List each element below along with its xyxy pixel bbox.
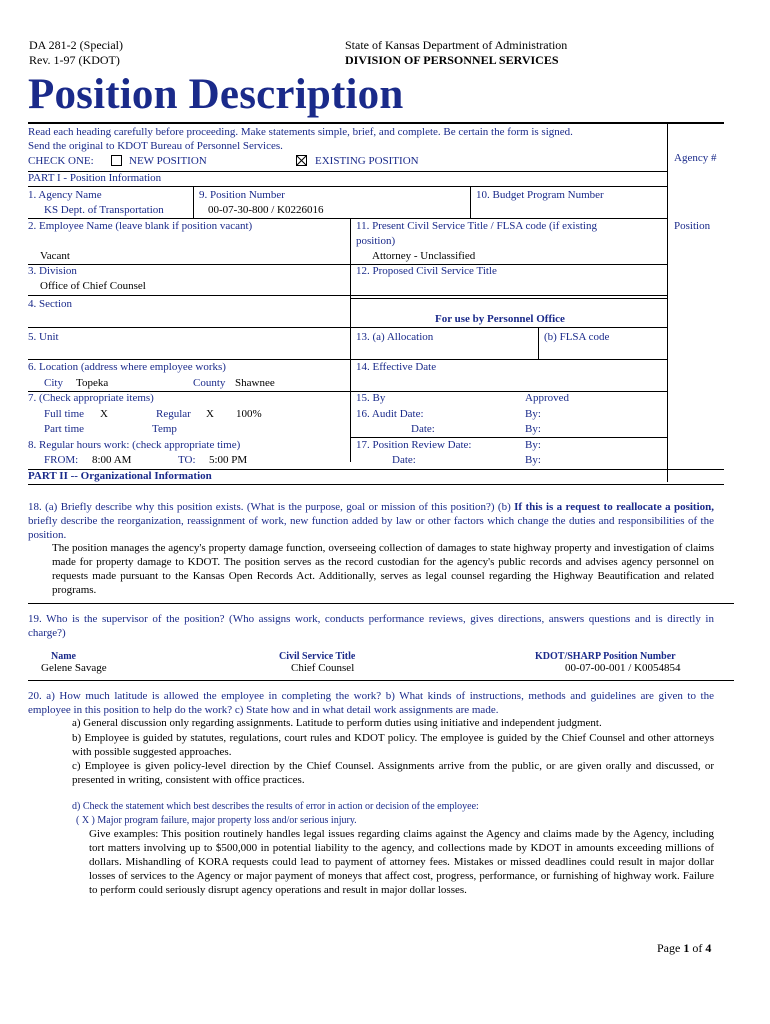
form-id: DA 281-2 (Special) — [29, 38, 123, 52]
answer-20a: a) General discussion only regarding assignments. Latitude to perform duties using initiative and independent judgment. — [72, 717, 602, 729]
supervisor-name: Gelene Savage — [41, 662, 107, 674]
section-label: 4. Section — [28, 298, 72, 310]
rule — [667, 122, 668, 482]
rule — [28, 327, 667, 328]
proposed-title-label: 12. Proposed Civil Service Title — [356, 265, 497, 277]
civil-title-label-cont: position) — [356, 235, 396, 247]
new-position-checkbox[interactable] — [111, 155, 122, 166]
rule — [538, 327, 539, 359]
division-label: 3. Division — [28, 265, 77, 277]
supervisor-position-header: KDOT/SHARP Position Number — [535, 651, 676, 662]
rule — [28, 680, 734, 681]
existing-position-label: EXISTING POSITION — [315, 155, 419, 167]
page-indicator: Page 1 of 4 — [657, 941, 712, 955]
supervisor-name-header: Name — [51, 651, 76, 662]
to-value: 5:00 PM — [209, 454, 248, 466]
question-20d: d) Check the statement which best describes the results of error in action or decision of the employee: — [72, 801, 479, 812]
part-time-label: Part time — [44, 423, 85, 435]
audit-by2-label: By: — [525, 423, 541, 435]
form-rev: Rev. 1-97 (KDOT) — [29, 53, 120, 67]
rule — [28, 603, 734, 604]
rule — [350, 437, 667, 438]
part1-heading: PART I - Position Information — [28, 172, 162, 184]
location-label: 6. Location (address where employee works) — [28, 361, 226, 373]
employee-name-label: 2. Employee Name (leave blank if position vacant) — [28, 220, 253, 232]
city-value: Topeka — [76, 377, 109, 389]
position-number-value: 00-07-30-800 / K0226016 — [208, 204, 324, 216]
agency-name-label: 1. Agency Name — [28, 189, 102, 201]
review-date-label: 17. Position Review Date: — [356, 439, 472, 451]
audit-date-sublabel: Date: — [411, 423, 435, 435]
rule — [28, 295, 667, 296]
supervisor-position-number: 00-07-00-001 / K0054854 — [565, 662, 681, 674]
unit-label: 5. Unit — [28, 331, 59, 343]
county-label: County — [193, 377, 226, 389]
audit-by-label: By: — [525, 408, 541, 420]
check-one-label: CHECK ONE: — [28, 155, 94, 167]
new-position-label: NEW POSITION — [129, 155, 207, 167]
city-label: City — [44, 377, 63, 389]
answer-18: The position manages the agency's property damage function, overseeing collection of damages to state highway property and investigation of claims made for property damage to KDOT. The position serves as the record custodian for the agency's public records and advises agency personnel on requests made pursuant to the Kansas Open Records Act. Additionally, serves as legal counsel regarding the Highway Beautification and related programs. — [52, 542, 714, 596]
position-number-label: 9. Position Number — [199, 189, 285, 201]
rule — [28, 264, 667, 265]
review-date-sublabel: Date: — [392, 454, 416, 466]
rule — [193, 186, 194, 218]
allocation-label: 13. (a) Allocation — [356, 331, 434, 343]
rule — [28, 218, 667, 219]
from-value: 8:00 AM — [92, 454, 132, 466]
question-20d-choice[interactable]: ( X ) Major program failure, major property loss and/or serious injury. — [76, 815, 357, 826]
to-label: TO: — [178, 454, 196, 466]
percent-value: 100% — [236, 408, 262, 420]
civil-title-label: 11. Present Civil Service Title / FLSA code (if existing — [356, 220, 597, 232]
position-side-label: Position — [674, 220, 711, 232]
question-20: 20. a) How much latitude is allowed the employee in completing the work? b) What kinds of instructions, methods and guidelines are given to the employee in this position to help do the work? c) State how and in what detail work assignments are made. — [28, 690, 714, 716]
personnel-office-label: For use by Personnel Office — [435, 313, 565, 325]
from-label: FROM: — [44, 454, 79, 466]
rule — [28, 186, 667, 187]
part2-heading: PART II -- Organizational Information — [28, 470, 212, 482]
agency-number-label: Agency # — [674, 152, 717, 164]
civil-title-value: Attorney - Unclassified — [372, 250, 476, 262]
agency-name-value: KS Dept. of Transportation — [44, 204, 164, 216]
instructions-line2: Send the original to KDOT Bureau of Personnel Services. — [28, 140, 283, 152]
employee-name-value: Vacant — [40, 250, 70, 262]
check-items-label: 7. (Check appropriate items) — [28, 392, 154, 404]
flsa-code-label: (b) FLSA code — [544, 331, 610, 343]
budget-program-label: 10. Budget Program Number — [476, 189, 604, 201]
answer-20d-examples: Give examples: This position routinely handles legal issues regarding claims against the Agency and claims made by the Agency, including tort matters involving up to $500,000 in potential liability to the agency, and collections made by KDOT in amounts exceeding millions of dollars. Mishandling of KORA requests could lead to payment of attorney fees. Mistakes or missed deadlines could result in major dollar losses of services to the Agency or major payment of moneys that affect cost, progress, performance, or furnishing of highway work. Failure to perform could seriously disrupt agency operations and result in major dollar losses. — [89, 828, 714, 896]
temp-label: Temp — [152, 423, 177, 435]
full-time-mark[interactable]: X — [100, 408, 108, 420]
approved-label: Approved — [525, 392, 569, 404]
rule — [28, 359, 667, 360]
by-label: 15. By — [356, 392, 386, 404]
regular-label: Regular — [156, 408, 191, 420]
question-19: 19. Who is the supervisor of the position? (Who assigns work, conducts performance reviews, gives directions, answers questions and is directly in charge?) — [28, 613, 714, 639]
full-time-label: Full time — [44, 408, 85, 420]
rule — [350, 218, 351, 462]
rule — [28, 484, 724, 485]
division-header: DIVISION OF PERSONNEL SERVICES — [345, 53, 559, 67]
answer-20c: c) Employee is given policy-level direction by the Chief Counsel. Assignments arrive from the public, or are given orally and discussed, or presented in writing, consistent with office practices. — [72, 760, 714, 786]
answer-20b: b) Employee is guided by statutes, regulations, court rules and KDOT policy. The employee is guided by the Chief Counsel and other attorneys with possible suggested approaches. — [72, 732, 714, 758]
hours-label: 8. Regular hours work: (check appropriate time) — [28, 439, 241, 451]
rule — [350, 298, 667, 299]
rule — [28, 122, 724, 124]
agency-header: State of Kansas Department of Administration — [345, 38, 568, 52]
review-by-label: By: — [525, 439, 541, 451]
regular-mark[interactable]: X — [206, 408, 214, 420]
rule — [470, 186, 471, 218]
checkmark-x-icon — [297, 156, 306, 165]
page-title: Position Description — [28, 71, 404, 118]
division-value: Office of Chief Counsel — [40, 280, 146, 292]
effective-date-label: 14. Effective Date — [356, 361, 437, 373]
county-value: Shawnee — [235, 377, 275, 389]
instructions-line1: Read each heading carefully before proceeding. Make statements simple, brief, and complete. Be certain the form is signed. — [28, 126, 573, 138]
audit-date-label: 16. Audit Date: — [356, 408, 424, 420]
supervisor-title: Chief Counsel — [291, 662, 355, 674]
review-by2-label: By: — [525, 454, 541, 466]
existing-position-checkbox[interactable] — [296, 155, 307, 166]
question-18: 18. (a) Briefly describe why this position exists. (What is the purpose, goal or mission of this position?) (b) If this is a request to reallocate a position, briefly describe the reorganization, reassignment of work, new function added by law or other factors which change the duties and responsibilities of the position. — [28, 501, 714, 541]
supervisor-title-header: Civil Service Title — [279, 651, 356, 662]
